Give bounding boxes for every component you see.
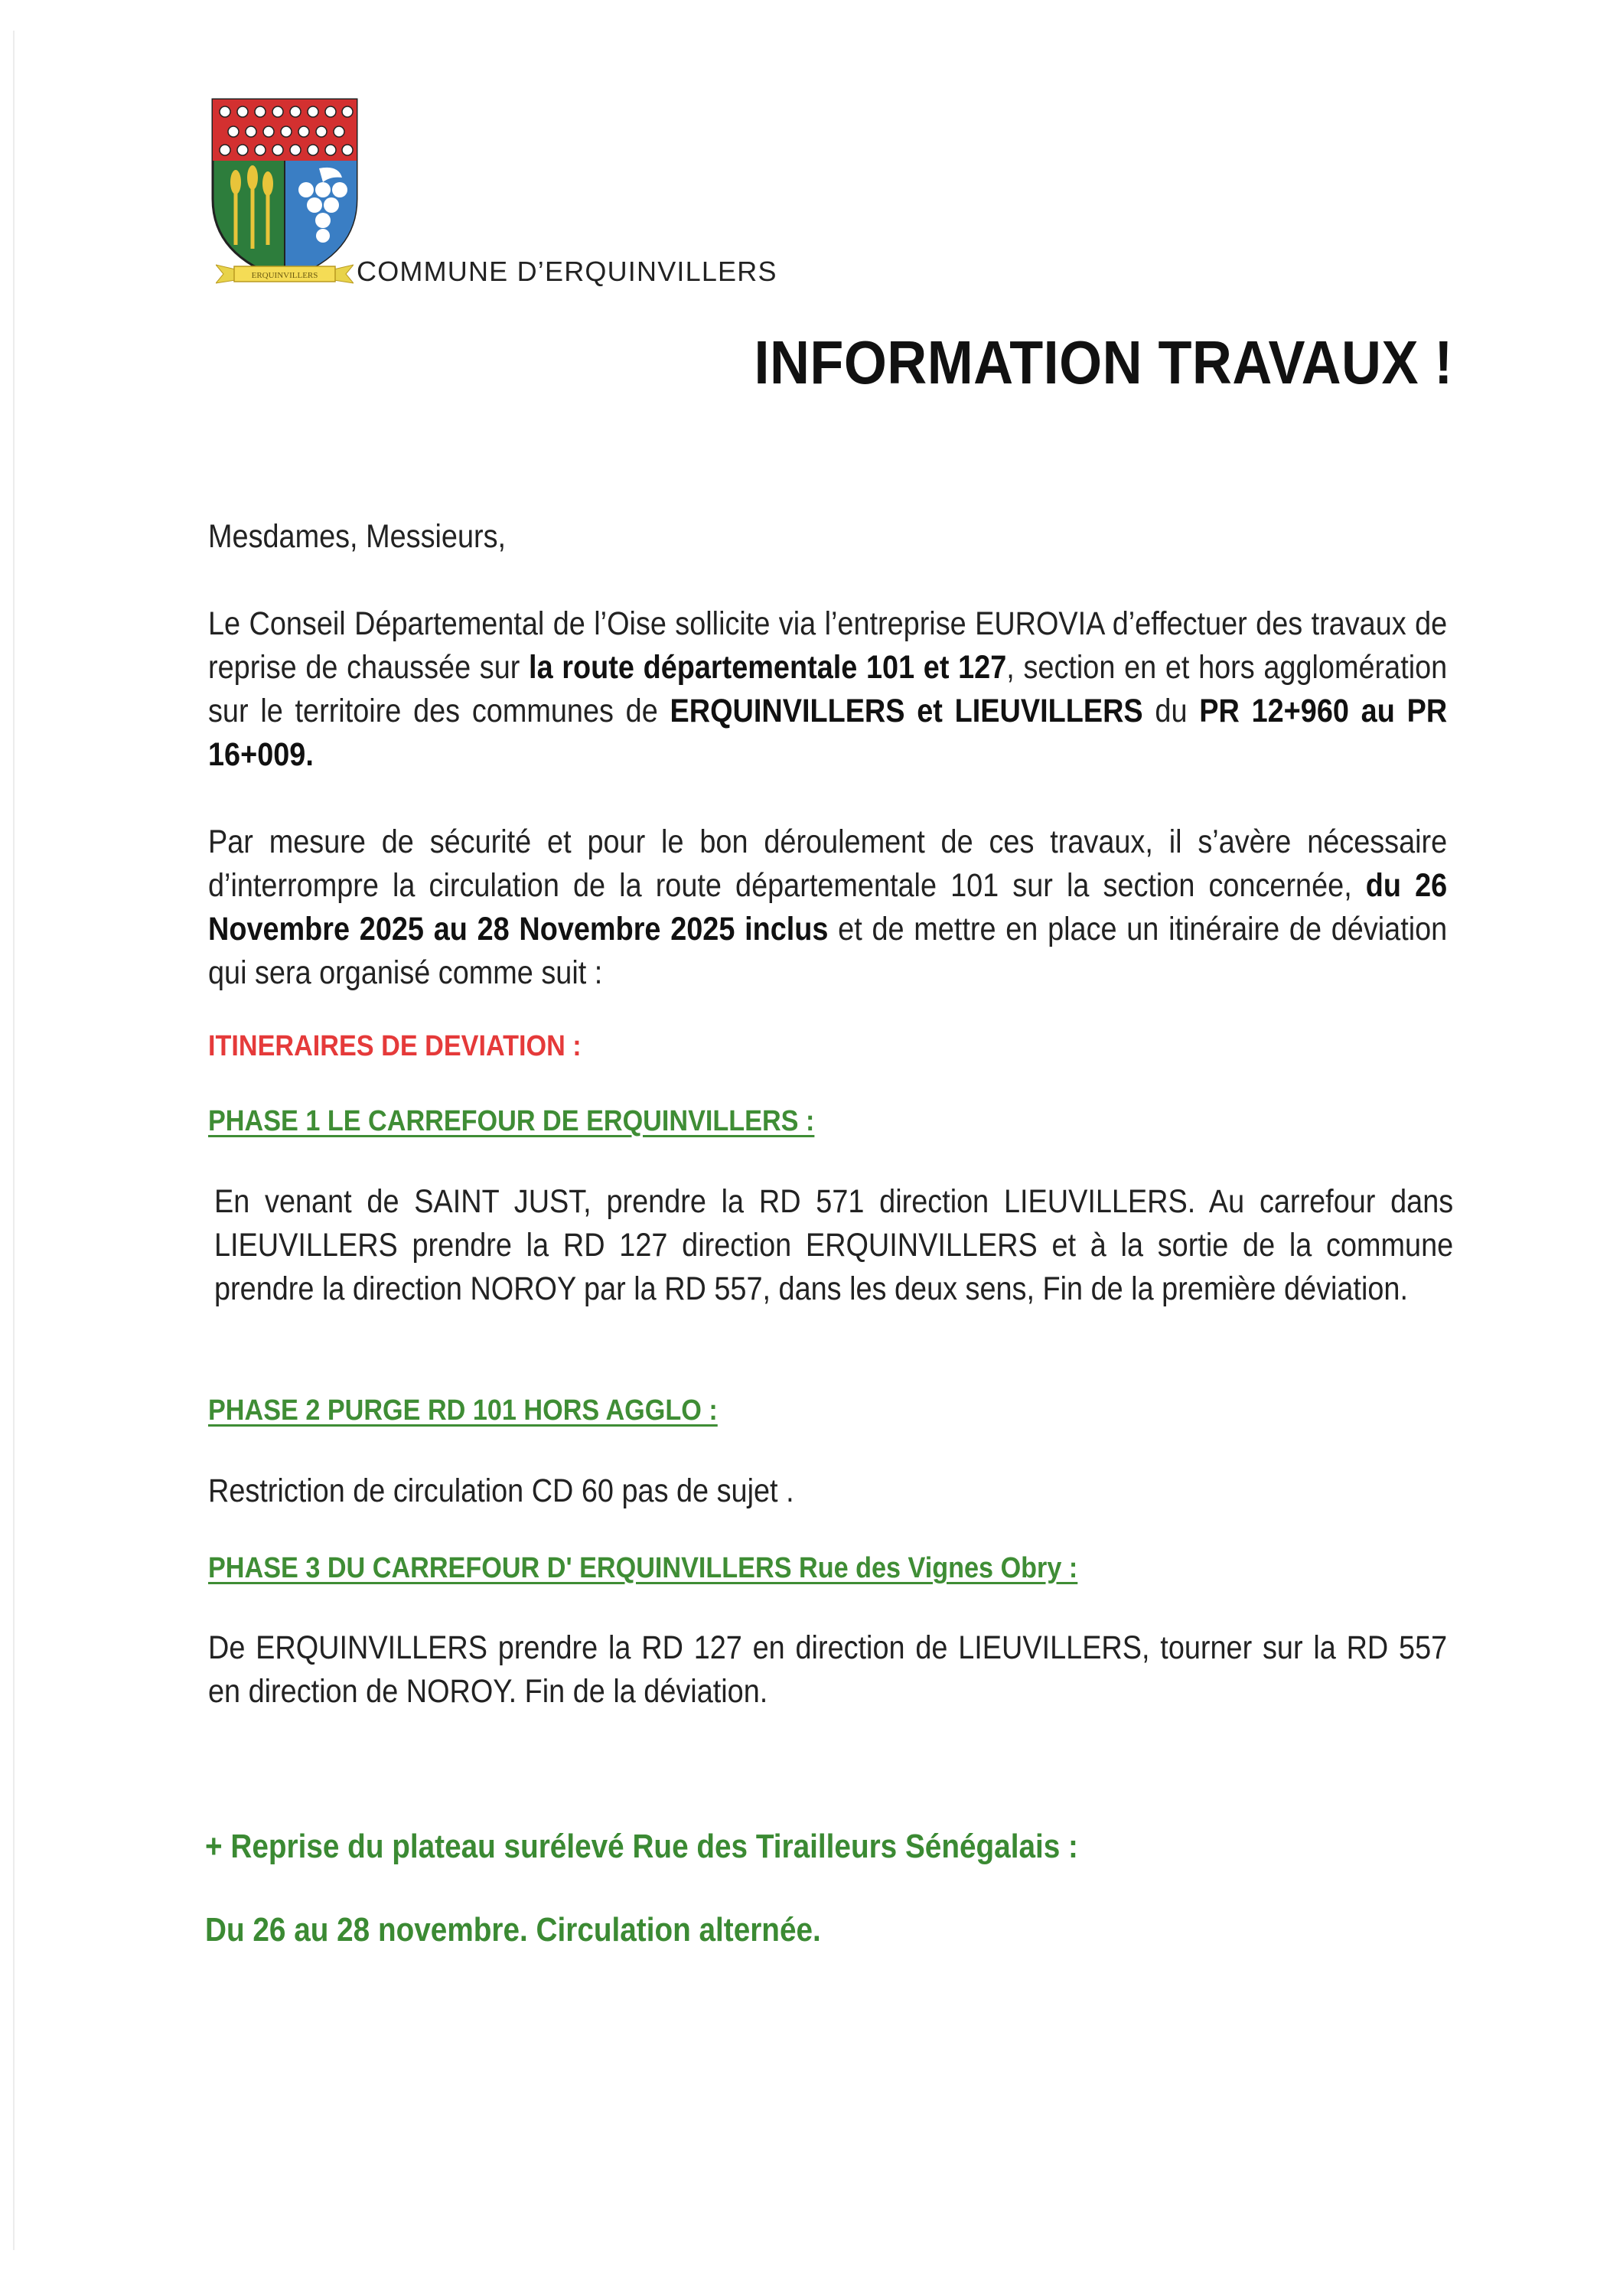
paragraph-intro [208,602,1447,777]
greeting: Mesdames, Messieurs, [208,518,507,555]
extra-dates-line: Du 26 au 28 novembre. Circulation alternée. [205,1911,821,1949]
itineraires-heading: ITINERAIRES DE DEVIATION : [208,1030,582,1062]
intro-communes-bold: ERQUINVILLERS et LIEUVILLERS [670,693,1143,729]
intro-pr-bold: PR 12+960 au PR 16+009. [208,693,1448,773]
commune-banner [216,262,354,285]
safety-dates-bold: du 26 Novembre 2025 au 28 Novembre 2025 inclus [208,867,1448,947]
safety-text-c: et de mettre en place un itinéraire de déviation qui sera organisé comme suit : [208,911,1448,991]
commune-coat-of-arms [208,92,361,291]
intro-text-a: Le Conseil Départemental de l’Oise sollicite via l’entreprise EUROVIA d’effectuer des travaux de reprise de chaussée sur [208,605,1448,686]
intro-route-bold: la route départementale 101 et 127 [529,649,1007,686]
page-edge-line [13,31,15,2250]
phase2-text: Restriction de circulation CD 60 pas de sujet . [208,1473,794,1509]
phase1-title: PHASE 1 LE CARREFOUR DE ERQUINVILLERS : [208,1105,815,1137]
intro-text-c: , section en et hors agglomération sur le territoire des communes de [208,649,1448,729]
banner-ribbon-icon [216,262,354,285]
intro-text-e: du [1142,693,1200,729]
phase2-title: PHASE 2 PURGE RD 101 HORS AGGLO : [208,1394,718,1427]
phase3-text: De ERQUINVILLERS prendre la RD 127 en direction de LIEUVILLERS, tourner sur la RD 557 en direction de NOROY. Fin de la déviation. [208,1629,1448,1710]
phase1-text: En venant de SAINT JUST, prendre la RD 571 direction LIEUVILLERS. Au carrefour dans LIEUVILLERS prendre la RD 127 direction ERQUINVILLERS et à la sortie de la commune prendre la direction NOROY par la RD 557, dans les deux sens, Fin de la première déviation. [214,1183,1454,1307]
commune-name: COMMUNE D’ERQUINVILLERS [357,256,777,287]
banner-text: ERQUINVILLERS [251,271,318,280]
extra-plateau-line: + Reprise du plateau surélevé Rue des Tirailleurs Sénégalais : [205,1828,1078,1865]
safety-text-a: Par mesure de sécurité et pour le bon déroulement de ces travaux, il s’avère nécessaire d’interrompre la circulation de la route départementale 101 sur la section concernée, [208,823,1448,904]
phase3-title: PHASE 3 DU CARREFOUR D' ERQUINVILLERS Rue des Vignes Obry : [208,1552,1078,1584]
paragraph-safety [208,820,1447,995]
document-title: INFORMATION TRAVAUX ! [754,328,1453,396]
coat-of-arms-icon [208,92,361,291]
